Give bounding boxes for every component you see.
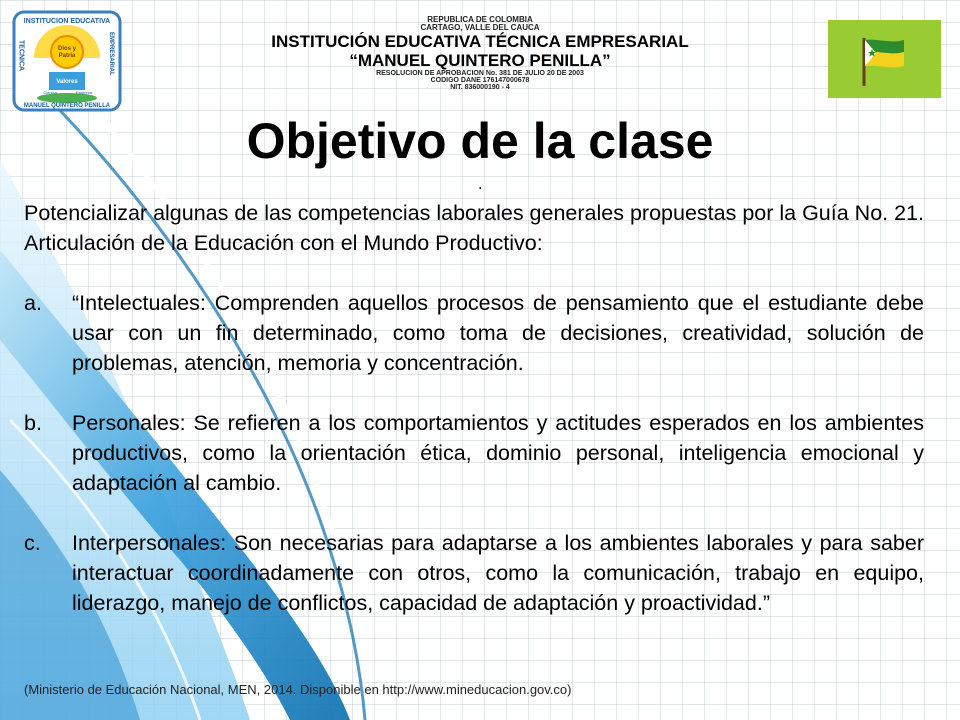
slide-body [24,198,924,618]
header-institution: INSTITUCIÓN EDUCATIVA TÉCNICA EMPRESARIAL [271,32,689,51]
header-country: REPUBLICA DE COLOMBIA [427,15,533,24]
intro-paragraph: Potencializar algunas de las competencias laborales generales propuestas por la Guía No. 21. Articulación de la Educación con el Mundo Productivo: [24,201,924,255]
title-dot: . [478,176,483,193]
header-dane-code: CODIGO DANE 176147000678 [430,77,530,84]
item-text: Interpersonales: Son necesarias para adaptarse a los ambientes laborales y para saber interactuar coordinadamente con otros, como la comunicación, trabajo en equipo, liderazgo, manejo de conflictos, capacidad de adaptación y proactividad.” [72,531,924,615]
svg-text:MANUEL QUINTERO PENILLA: MANUEL QUINTERO PENILLA [23,103,111,109]
item-marker: a. [24,291,42,315]
header-school-name: “MANUEL QUINTERO PENILLA” [349,51,611,70]
citation: (Ministerio de Educación Nacional, MEN, 2014. Disponible en http://www.mineducacion.gov.co) [24,682,572,697]
item-text: Personales: Se refieren a los comportamientos y actitudes esperados en los ambientes productivos, como la orientación ética, dominio personal, inteligencia emocional y adaptación al cambio. [72,411,924,495]
svg-text:Empresa: Empresa [75,90,93,95]
header-resolution: RESOLUCION DE APROBACION No. 381 DE JULIO 20 DE 2003 [376,70,584,77]
svg-text:EMPRESARIAL: EMPRESARIAL [108,32,114,76]
svg-text:Ciencia: Ciencia [43,90,57,95]
institution-header [130,16,830,91]
list-item [24,288,924,378]
slide-title: Objetivo de la clase [246,113,714,169]
list-item [24,408,924,498]
svg-text:Patria: Patria [58,53,76,59]
svg-text:Dios y: Dios y [57,46,77,52]
item-text: “Intelectuales: Comprenden aquellos procesos de pensamiento que el estudiante debe usar con un fin determinado, como toma de decisiones, creatividad, solución de problemas, atención, memoria y concentración. [72,291,924,375]
header-nit: NIT. 836000190 - 4 [450,84,510,91]
flag-icon [828,20,941,98]
header-location: CARTAGO, VALLE DEL CAUCA [420,23,540,32]
list-item [24,528,924,618]
flag-panel [828,20,941,98]
svg-text:INSTITUCION EDUCATIVA: INSTITUCION EDUCATIVA [23,18,111,25]
svg-text:TECNICA: TECNICA [17,40,25,72]
item-marker: b. [24,411,42,435]
item-marker: c. [24,531,41,555]
svg-text:Valores: Valores [56,79,78,85]
school-logo [12,10,122,112]
